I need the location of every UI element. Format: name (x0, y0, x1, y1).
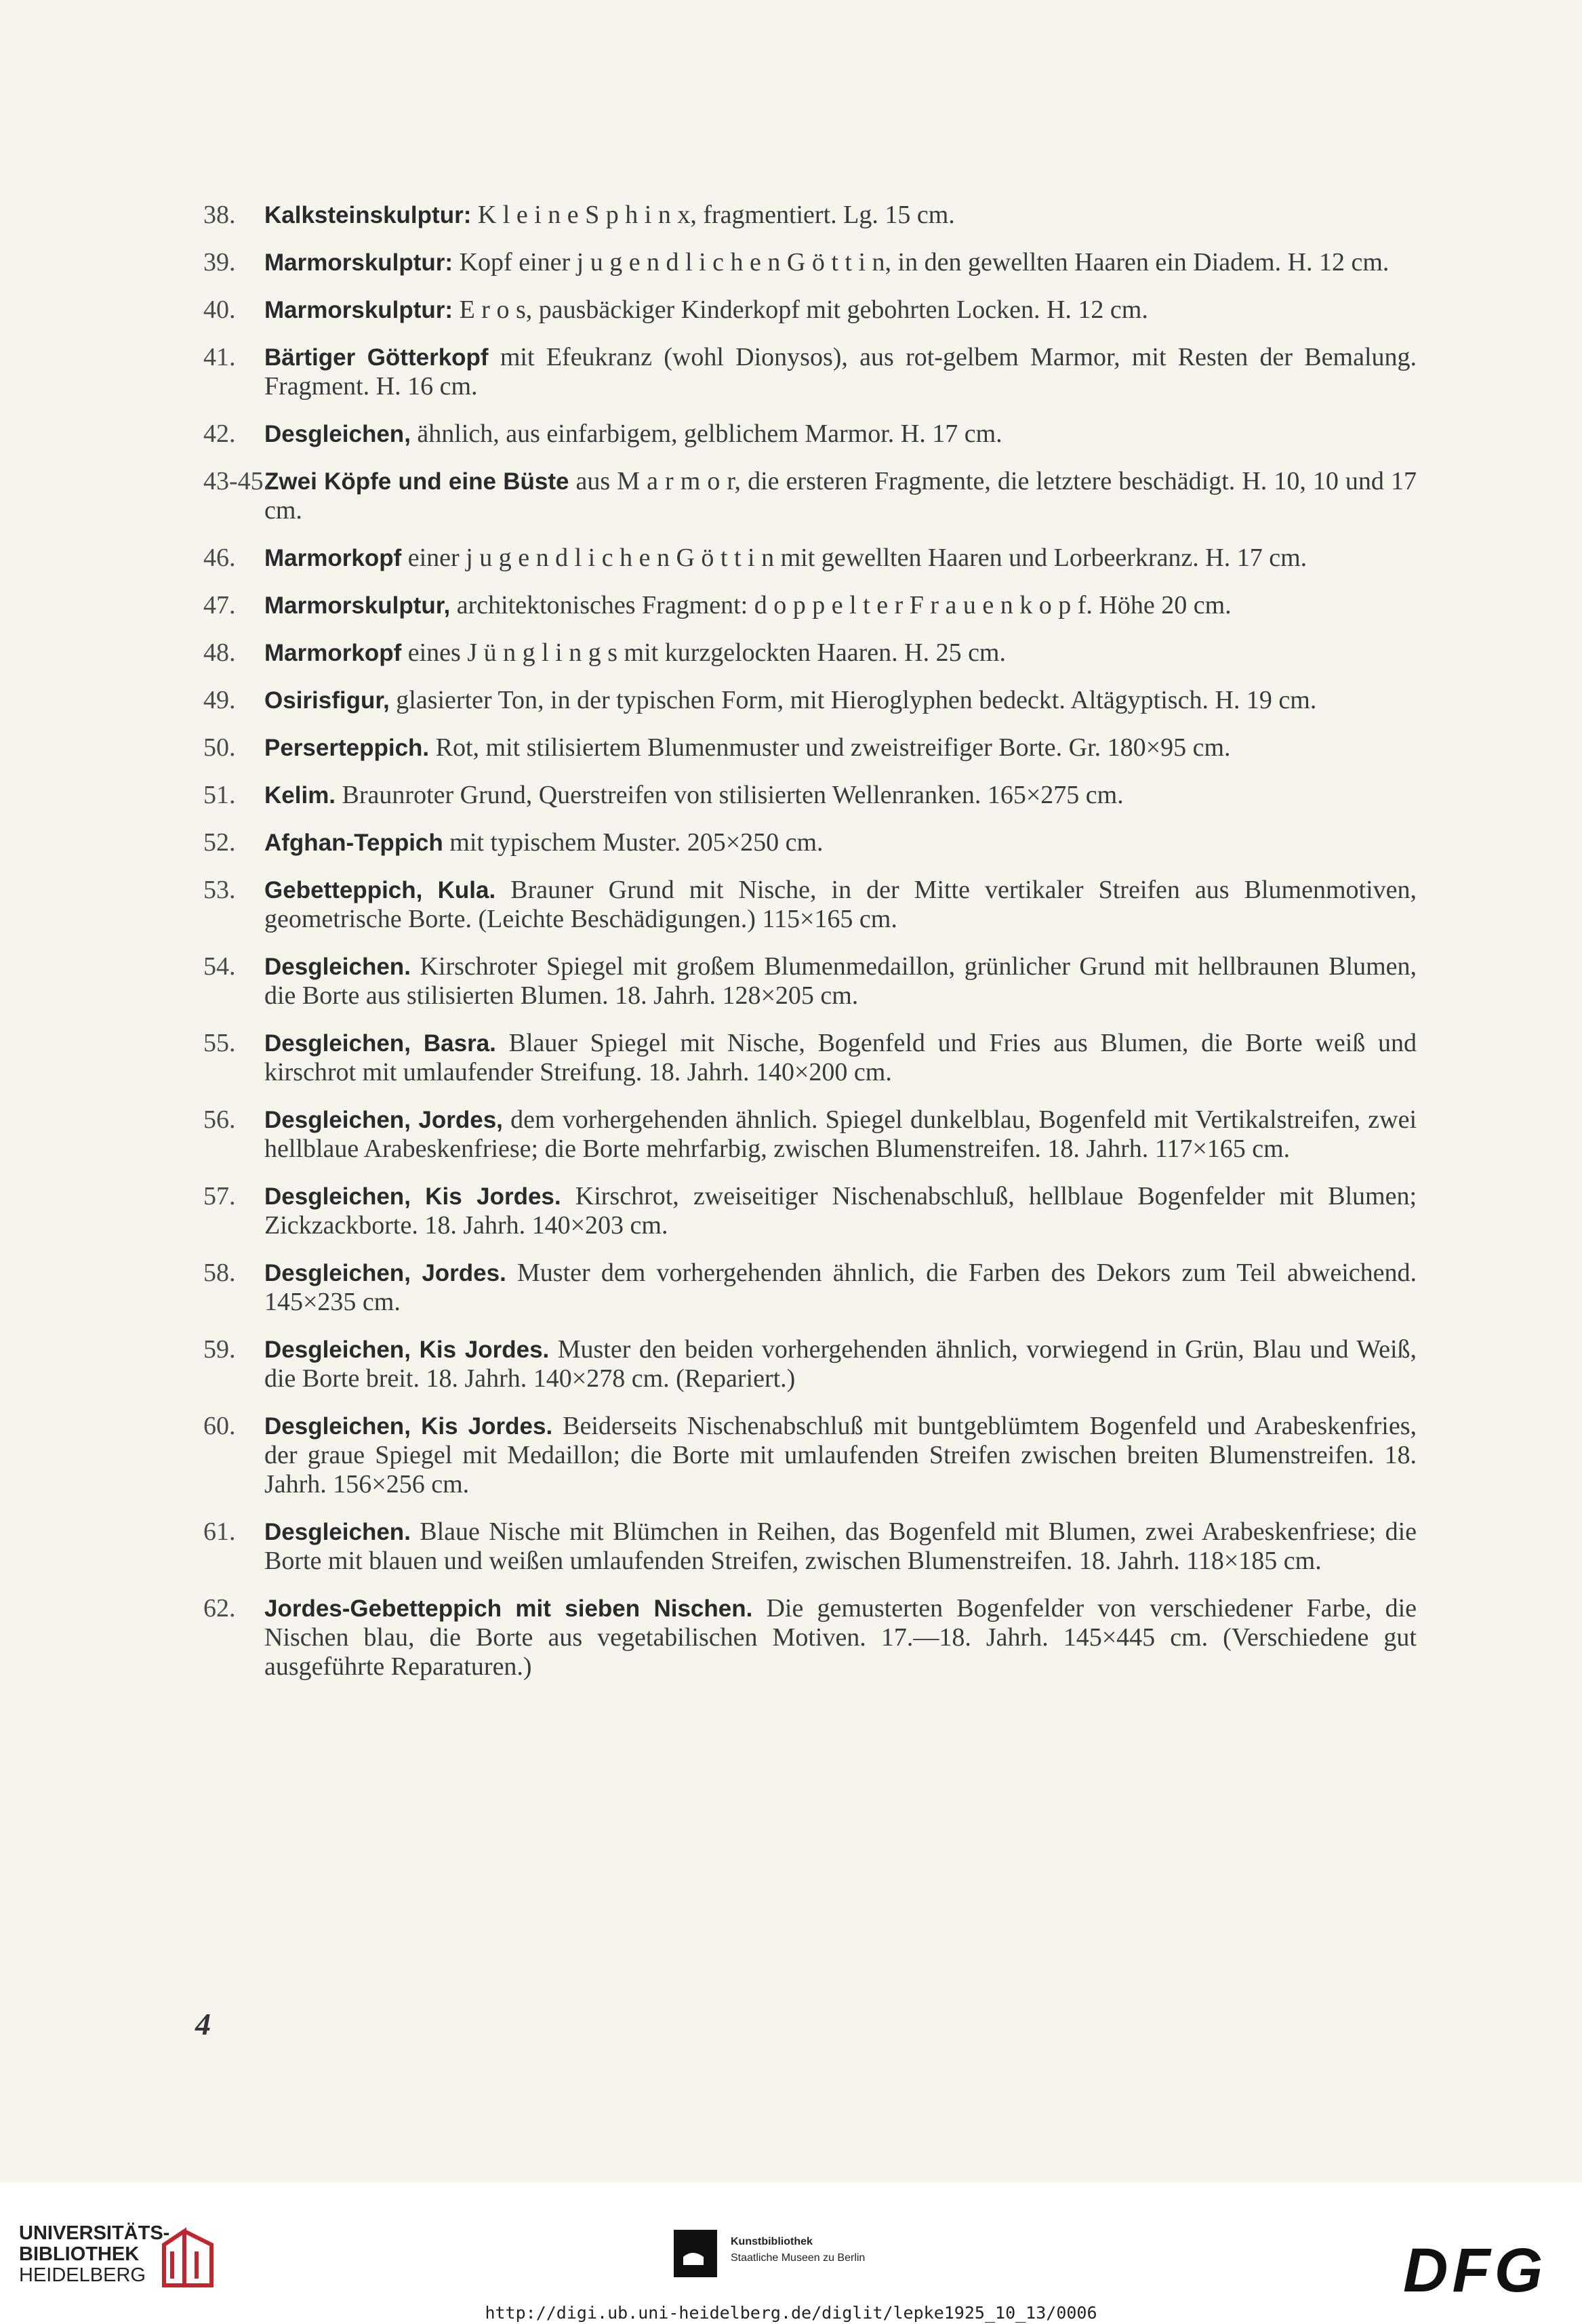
entry-description: Rot, mit stilisiertem Blumenmuster und zweistreifiger Borte. Gr. 180×95 cm. (429, 733, 1231, 762)
catalogue-entry (203, 248, 1417, 277)
entry-description: K l e i n e S p h i n x, fragmentiert. Lg. 15 cm. (471, 201, 955, 229)
entry-title: Desgleichen. (264, 954, 411, 980)
entry-number: 39. (203, 248, 236, 277)
kunstbibliothek-icon (674, 2230, 717, 2277)
catalogue-entry (203, 781, 1417, 810)
entry-number: 60. (203, 1412, 236, 1440)
ub-heidelberg-logo[interactable] (19, 2223, 169, 2286)
entry-number: 41. (203, 343, 236, 371)
entry-number: 53. (203, 876, 236, 904)
entry-description: Muster den beiden vorhergehenden ähnlich, vorwiegend in Grün, Blau und Weiß, die Borte breit. 18. Jahrh. 140×278 cm. (Repariert.) (264, 1335, 1417, 1393)
entry-title: Perserteppich. (264, 735, 430, 761)
entry-title: Zwei Köpfe und eine Büste (264, 468, 569, 495)
catalogue-entry (203, 1182, 1417, 1240)
entry-description: Brauner Grund mit Nische, in der Mitte vertikaler Streifen aus Blumenmotiven, geometrische Borte. (Leichte Beschädigungen.) 115×165 cm. (264, 876, 1417, 933)
entry-title: Osirisfigur, (264, 687, 390, 714)
entry-description: Blauer Spiegel mit Nische, Bogenfeld und Fries aus Blumen, die Borte weiß und kirschrot mit umlaufender Streifung. 18. Jahrh. 140×200 cm. (264, 1029, 1417, 1086)
ub-logo-line1: UNIVERSITÄTS- (19, 2222, 170, 2244)
entry-title: Marmorkopf (264, 545, 402, 571)
catalogue-entry (203, 1105, 1417, 1164)
entry-number: 46. (203, 544, 236, 572)
catalogue-entry (203, 686, 1417, 715)
entry-title: Desgleichen, Kis Jordes. (264, 1183, 561, 1210)
catalogue-entry (203, 1029, 1417, 1087)
entry-description: aus M a r m o r, die ersteren Fragmente, die letztere beschädigt. H. 10, 10 und 17 cm. (264, 467, 1417, 525)
entry-description: mit Efeukranz (wohl Dionysos), aus rot-gelbem Marmor, mit Resten der Bemalung. Fragment. H. 16 cm. (264, 343, 1417, 401)
catalogue-entry (203, 420, 1417, 449)
ub-logo-line3: HEIDELBERG (19, 2264, 146, 2286)
catalogue-entry (203, 952, 1417, 1011)
entry-title: Marmorskulptur: (264, 249, 453, 276)
entry-number: 40. (203, 295, 236, 324)
catalogue-entry (203, 295, 1417, 325)
entry-number: 56. (203, 1105, 236, 1134)
entry-title: Desgleichen, (264, 421, 411, 447)
entry-description: ähnlich, aus einfarbigem, gelblichem Marmor. H. 17 cm. (410, 420, 1002, 448)
entry-description: dem vorhergehenden ähnlich. Spiegel dunkelblau, Bogenfeld mit Vertikalstreifen, zwei hellblaue Arabeskenfriese; die Borte mehrfarbig, zwischen Blumenstreifen. 18. Jahrh. 117×165 cm. (264, 1105, 1417, 1163)
catalogue-entry (203, 1412, 1417, 1499)
entry-number: 58. (203, 1259, 236, 1287)
catalogue-entry (203, 343, 1417, 401)
entry-title: Marmorkopf (264, 640, 402, 666)
entry-number: 55. (203, 1029, 236, 1057)
catalogue-entry (203, 591, 1417, 620)
entry-title: Kelim. (264, 782, 336, 809)
entry-number: 62. (203, 1594, 236, 1623)
ub-logo-icon (157, 2224, 218, 2292)
entry-description: Die gemusterten Bogenfelder von verschiedener Farbe, die Nischen blau, die Borte aus vegetabilischen Motiven. 17.—18. Jahrh. 145×445 cm. (Verschiedene gut ausgeführte Reparaturen.) (264, 1594, 1417, 1681)
entry-title: Desgleichen, Basra. (264, 1030, 496, 1057)
entry-description: eines J ü n g l i n g s mit kurzgelockten Haaren. H. 25 cm. (401, 638, 1006, 667)
footer-bar (0, 2182, 1582, 2324)
catalogue-entry (203, 467, 1417, 525)
entry-description: glasierter Ton, in der typischen Form, mit Hieroglyphen bedeckt. Altägyptisch. H. 19 cm. (389, 686, 1317, 714)
entry-description: E r o s, pausbäckiger Kinderkopf mit gebohrten Locken. H. 12 cm. (453, 295, 1148, 324)
entry-title: Desgleichen, Kis Jordes. (264, 1413, 553, 1440)
entry-number: 61. (203, 1517, 236, 1546)
entry-number: 48. (203, 638, 236, 667)
catalogue-entry (203, 828, 1417, 857)
entry-title: Gebetteppich, Kula. (264, 877, 496, 903)
entry-description: Kopf einer j u g e n d l i c h e n G ö t t i n, in den gewellten Haaren ein Diadem. H. 12 cm. (453, 248, 1390, 277)
entry-title: Desgleichen, Jordes, (264, 1107, 503, 1133)
ub-logo-line2: BIBLIOTHEK (19, 2243, 140, 2265)
entry-number: 51. (203, 781, 236, 809)
entry-description: mit typischem Muster. 205×250 cm. (443, 828, 824, 857)
catalogue-entry (203, 1335, 1417, 1393)
entry-number: 43-45. (203, 467, 270, 495)
permalink-url[interactable]: http://digi.ub.uni-heidelberg.de/diglit/lepke1925_10_13/0006 (485, 2303, 1097, 2323)
kunstbibliothek-name: Kunstbibliothek (731, 2236, 813, 2247)
entry-number: 59. (203, 1335, 236, 1364)
entry-description: Muster dem vorhergehenden ähnlich, die Farben des Dekors zum Teil abweichend. 145×235 cm. (264, 1259, 1417, 1316)
entry-title: Jordes-Gebetteppich mit sieben Nischen. (264, 1595, 753, 1622)
entry-title: Marmorskulptur, (264, 592, 451, 619)
page-number: 4 (195, 2007, 211, 2041)
entry-title: Desgleichen, Jordes. (264, 1260, 506, 1286)
entry-description: Braunroter Grund, Querstreifen von stilisierten Wellenranken. 165×275 cm. (336, 781, 1124, 809)
entry-title: Marmorskulptur: (264, 297, 453, 323)
entry-title: Desgleichen, Kis Jordes. (264, 1337, 550, 1363)
entry-number: 54. (203, 952, 236, 981)
entry-description: architektonisches Fragment: d o p p e l t e r F r a u e n k o p f. Höhe 20 cm. (450, 591, 1232, 619)
entry-description: einer j u g e n d l i c h e n G ö t t i n mit gewellten Haaren und Lorbeerkranz. H. 17 cm. (401, 544, 1307, 572)
entry-number: 49. (203, 686, 236, 714)
entry-number: 38. (203, 201, 236, 229)
dfg-logo[interactable]: DFG (1403, 2236, 1547, 2305)
entry-title: Afghan-Teppich (264, 830, 443, 856)
entry-title: Kalksteinskulptur: (264, 202, 472, 228)
catalogue-entry (203, 733, 1417, 762)
catalogue-entry (203, 876, 1417, 934)
catalogue-entry (203, 638, 1417, 668)
entry-number: 42. (203, 420, 236, 448)
entry-number: 50. (203, 733, 236, 762)
entry-description: Blaue Nische mit Blümchen in Reihen, das Bogenfeld mit Blumen, zwei Arabeskenfriese; die Borte mit blauen und weißen umlaufenden Streifen, zwischen Blumenstreifen. 18. Jahrh. 118×185 cm. (264, 1517, 1417, 1575)
entry-description: Kirschroter Spiegel mit großem Blumenmedaillon, grünlicher Grund mit hellbraunen Blumen, die Borte aus stilisierten Blumen. 18. Jahrh. 128×205 cm. (264, 952, 1417, 1010)
catalogue-entry (203, 1259, 1417, 1317)
entry-number: 57. (203, 1182, 236, 1210)
kunstbibliothek-subtitle: Staatliche Museen zu Berlin (731, 2252, 866, 2264)
catalogue-entry (203, 201, 1417, 230)
entry-description: Kirschrot, zweiseitiger Nischenabschluß, hellblaue Bogenfelder mit Blumen; Zickzackborte. 18. Jahrh. 140×203 cm. (264, 1182, 1417, 1240)
catalogue-entries (203, 201, 1417, 1700)
entry-title: Bärtiger Götterkopf (264, 344, 489, 371)
entry-number: 47. (203, 591, 236, 619)
catalogue-entry (203, 1517, 1417, 1576)
entry-number: 52. (203, 828, 236, 857)
entry-description: Beiderseits Nischenabschluß mit buntgeblümtem Bogenfeld und Arabeskenfries, der graue Spiegel mit Medaillon; die Borte mit umlaufenden Streifen zwischen breiten Blumenstreifen. 18. Jahrh. 156×256 cm. (264, 1412, 1417, 1499)
catalogue-entry (203, 544, 1417, 573)
entry-title: Desgleichen. (264, 1519, 411, 1545)
catalogue-entry (203, 1594, 1417, 1681)
